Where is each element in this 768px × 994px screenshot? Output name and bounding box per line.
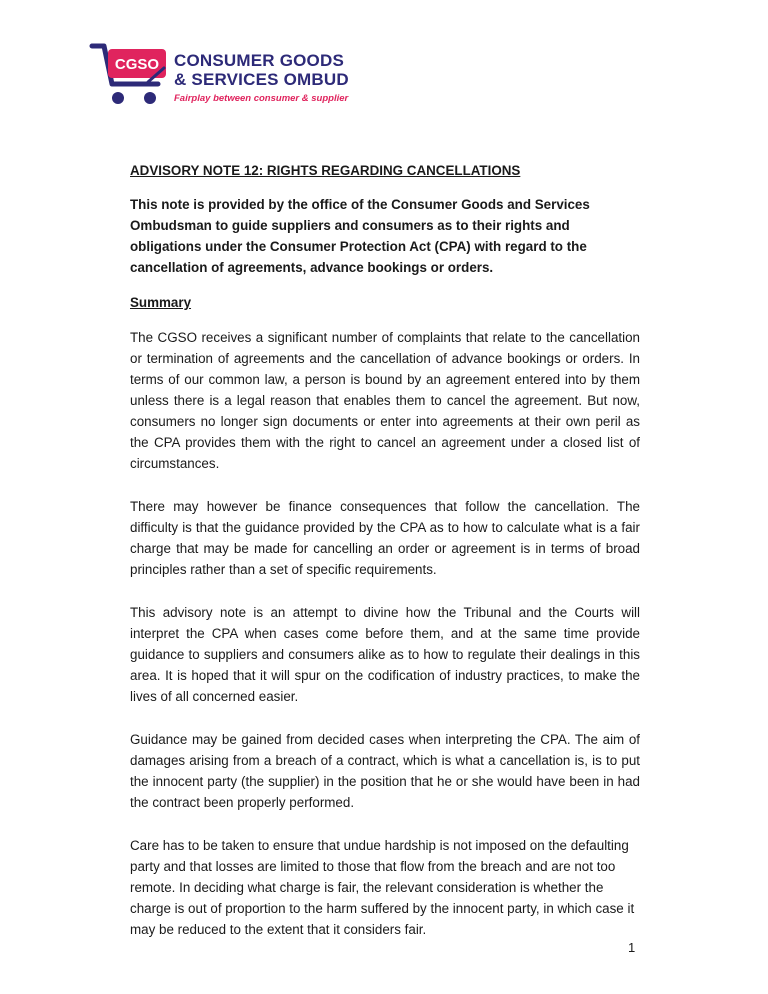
logo-line2-accent: OMBUD bbox=[283, 70, 349, 89]
logo-line1: CONSUMER GOODS bbox=[174, 51, 344, 70]
cgso-logo bbox=[88, 38, 388, 110]
logo-badge-text: CGSO bbox=[114, 56, 160, 73]
document-body bbox=[130, 160, 640, 962]
logo-line2 bbox=[174, 70, 349, 90]
logo-line2-prefix: & SERVICES bbox=[174, 70, 284, 89]
paragraph-2: There may however be finance consequences that follow the cancellation. The difficulty is that the guidance provided by the CPA as to how to calculate what is a fair charge that may be made for cancelling an order or agreement is in terms of broad principles rather than a set of specific requirements. bbox=[130, 499, 640, 577]
paragraph-4: Guidance may be gained from decided cases when interpreting the CPA. The aim of damages arising from a breach of a contract, which is what a cancellation is, is to put the innocent party (the supplier) in the position that he or she would have been in had the contract been properly performed. bbox=[130, 732, 640, 810]
paragraph-5: Care has to be taken to ensure that undue hardship is not imposed on the defaulting party and that losses are limited to those that flow from the breach and are not too remote. In deciding what charge is fair, the relevant consideration is whether the charge is out of proportion to the harm suffered by the innocent party, in which case it may be reduced to the extent that it considers fair. bbox=[130, 838, 635, 937]
shopping-cart-icon bbox=[88, 38, 174, 110]
page-number: 1 bbox=[628, 940, 636, 955]
logo-tagline: Fairplay between consumer & supplier bbox=[174, 93, 349, 104]
lead-paragraph: This note is provided by the office of the Consumer Goods and Services Ombudsman to guide suppliers and consumers as to their rights and obligations under the Consumer Protection Act (CPA) with regard to the cancellation of agreements, advance bookings or orders. bbox=[130, 197, 590, 275]
paragraph-3: This advisory note is an attempt to divine how the Tribunal and the Courts will interpret the CPA when cases come before them, and at the same time provide guidance to suppliers and consumers alike as to how to regulate their dealings in this area. It is hoped that it will spur on the codification of industry practices, to make the lives of all concerned easier. bbox=[130, 605, 640, 704]
summary-heading: Summary bbox=[130, 295, 192, 310]
document-title: ADVISORY NOTE 12: RIGHTS REGARDING CANCELLATIONS bbox=[130, 163, 521, 178]
paragraph-1: The CGSO receives a significant number of complaints that relate to the cancellation or termination of agreements and the cancellation of advance bookings or orders. In terms of our common law, a person is bound by an agreement entered into by them unless there is a legal reason that enables them to cancel the agreement. But now, consumers no longer sign documents or enter into agreements at their own peril as the CPA provides them with the right to cancel an agreement under a closed list of circumstances. bbox=[130, 330, 640, 471]
